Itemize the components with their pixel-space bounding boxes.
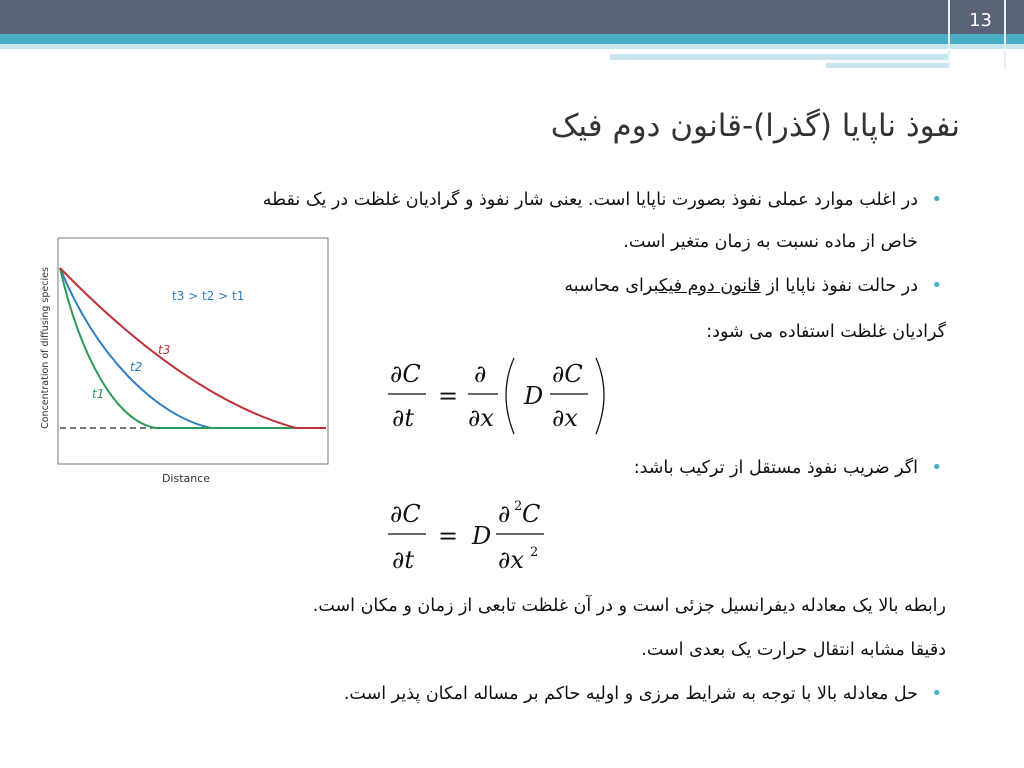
header-accent-bar	[0, 34, 1024, 44]
svg-text:∂C: ∂C	[552, 360, 583, 388]
curve-label-t2: t2	[130, 360, 143, 374]
svg-text:∂C: ∂C	[390, 500, 421, 528]
bullet-1-line-2: خاص از ماده نسبت به زمان متغیر است.	[623, 232, 918, 252]
header-light-bar	[0, 44, 1024, 49]
figure-ylabel: Concentration of diffusing species	[40, 267, 51, 429]
diffusion-figure	[36, 236, 336, 486]
eq1-num-1: ∂C	[390, 360, 421, 388]
figure-frame	[58, 238, 328, 464]
svg-text:∂x: ∂x	[552, 404, 578, 432]
bullet-3: • اگر ضریب نفوذ مستقل از ترکیب باشد:	[634, 454, 918, 482]
curve-label-t3: t3	[158, 343, 171, 357]
svg-text:∂x: ∂x	[498, 546, 524, 574]
bullet-2-suffix: برای محاسبه	[564, 276, 659, 296]
bullet-2-prefix: در حالت نفوذ ناپایا از	[760, 276, 918, 296]
bullet-4: • حل معادله بالا با توجه به شرایط مرزی و اولیه حاکم بر مساله امکان پذیر است.	[344, 680, 918, 708]
svg-text:2: 2	[530, 545, 539, 560]
svg-text:D: D	[524, 382, 544, 410]
equation-1	[382, 352, 622, 442]
header-divider	[1004, 0, 1006, 70]
svg-text:∂: ∂	[474, 360, 487, 388]
bullet-2-line-2: گرادیان غلظت استفاده می شود:	[706, 322, 946, 342]
legend-text: t3 > t2 > t1	[172, 289, 245, 303]
bullet-2	[564, 272, 918, 300]
bullet-1	[38, 186, 918, 214]
svg-text:C: C	[522, 500, 541, 528]
svg-text:D: D	[472, 522, 492, 550]
equation-2	[382, 490, 562, 580]
header-divider	[948, 0, 950, 70]
eq1-den-1: ∂t	[392, 404, 415, 432]
svg-text:∂t: ∂t	[392, 546, 415, 574]
svg-text:2: 2	[514, 499, 523, 514]
figure-xlabel: Distance	[161, 472, 211, 485]
curve-label-t1: t1	[92, 387, 105, 401]
header-deco-bar-small	[826, 63, 948, 68]
bullet-2-link: قانون دوم فیک	[658, 276, 761, 296]
slide-number: 13	[969, 10, 992, 31]
header-deco-bar	[610, 54, 948, 60]
svg-text:∂x: ∂x	[468, 404, 494, 432]
paragraph-2: دقیقا مشابه انتقال حرارت یک بعدی است.	[641, 640, 946, 660]
paragraph-1: رابطه بالا یک معادله دیفرانسیل جزئی است و در آن غلظت تابعی از زمان و مکان است.	[312, 596, 946, 616]
slide-title: نفوذ ناپایا (گذرا)-قانون دوم فیک	[550, 108, 960, 144]
svg-text:=: =	[438, 522, 459, 550]
header-bar	[0, 0, 1024, 34]
bullet-1-line-1: در اغلب موارد عملی نفوذ بصورت ناپایا است. یعنی شار نفوذ و گرادیان غلظت در یک نقطه	[262, 190, 918, 210]
svg-text:=: =	[438, 382, 459, 410]
svg-text:∂: ∂	[498, 500, 511, 528]
